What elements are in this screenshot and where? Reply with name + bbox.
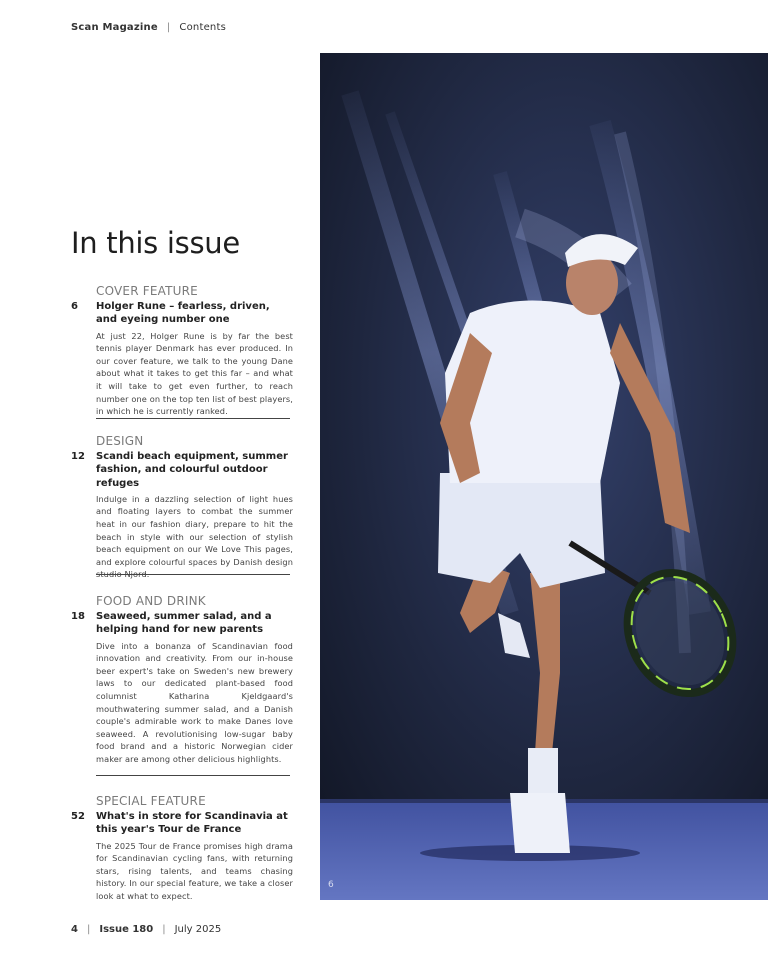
tennis-player-illustration: [320, 53, 768, 900]
page-footer: [71, 924, 221, 935]
section-divider: [96, 418, 290, 419]
article-headline[interactable]: Holger Rune – fearless, driven, and eyeing number one: [96, 301, 270, 326]
article-food-and-drink: [71, 594, 293, 766]
article-design: [71, 434, 293, 581]
article-category: FOOD AND DRINK: [96, 594, 206, 608]
article-category: COVER FEATURE: [96, 284, 198, 298]
article-headline[interactable]: What's in store for Scandinavia at this year's Tour de France: [96, 811, 288, 836]
magazine-name: Scan Magazine: [71, 22, 158, 33]
article-headline[interactable]: Scandi beach equipment, summer fashion, and colourful outdoor refuges: [96, 451, 288, 489]
footer-separator: |: [86, 924, 91, 935]
running-head: [71, 22, 226, 33]
article-category: SPECIAL FEATURE: [96, 794, 206, 808]
footer-separator: |: [162, 924, 166, 935]
article-description: Dive into a bonanza of Scandinavian food innovation and creativity. From our in-house beer expert's take on Sweden's new brewery laws to our dedicated plant-based food columnist Katharina Kjeldgaard's mouthwatering summer salad, and a Danish couple's admirable work to make Danes love seaweed. A revolutionising low-sugar baby food brand and a historic Norwegian cider maker are among other delicious highlights.: [96, 640, 293, 764]
section-divider: [96, 775, 290, 776]
header-separator: |: [166, 22, 171, 33]
article-description: Indulge in a dazzling selection of light hues and floating layers to combat the summer heat in our fashion diary, prepare to hit the beach in style with our selection of stylish beach equipment on our We Love This pages, and explore colourful spaces by Danish design studio Njord.: [96, 493, 293, 580]
footer-issue: Issue 180: [99, 924, 154, 935]
article-page-number: 6: [71, 301, 78, 312]
section-divider: [96, 574, 290, 575]
article-page-number: 52: [71, 811, 85, 822]
article-description: At just 22, Holger Rune is by far the best tennis player Denmark has ever produced. In our cover feature, we talk to the young Dane about what it takes to get this far – and what it will take to get even further, to reach number one on the top ten list of best players, in which he is currently ranked.: [96, 330, 293, 417]
article-headline[interactable]: Seaweed, summer salad, and a helping hand for new parents: [96, 611, 272, 636]
page-title: In this issue: [71, 226, 240, 260]
footer-date: July 2025: [174, 924, 222, 935]
article-cover-feature: [71, 284, 293, 418]
article-page-number: 18: [71, 611, 85, 622]
article-page-number: 12: [71, 451, 85, 462]
article-special-feature: [71, 794, 293, 903]
article-category: DESIGN: [96, 434, 144, 448]
footer-page-number: 4: [71, 924, 78, 935]
article-description: The 2025 Tour de France promises high drama for Scandinavian cycling fans, with returning stars, rising talents, and teams chasing history. In our special feature, we take a closer look at what to expect.: [96, 840, 293, 901]
photo-page-marker: 6: [328, 880, 334, 890]
section-name: Contents: [179, 22, 227, 33]
cover-photo[interactable]: [320, 53, 768, 900]
